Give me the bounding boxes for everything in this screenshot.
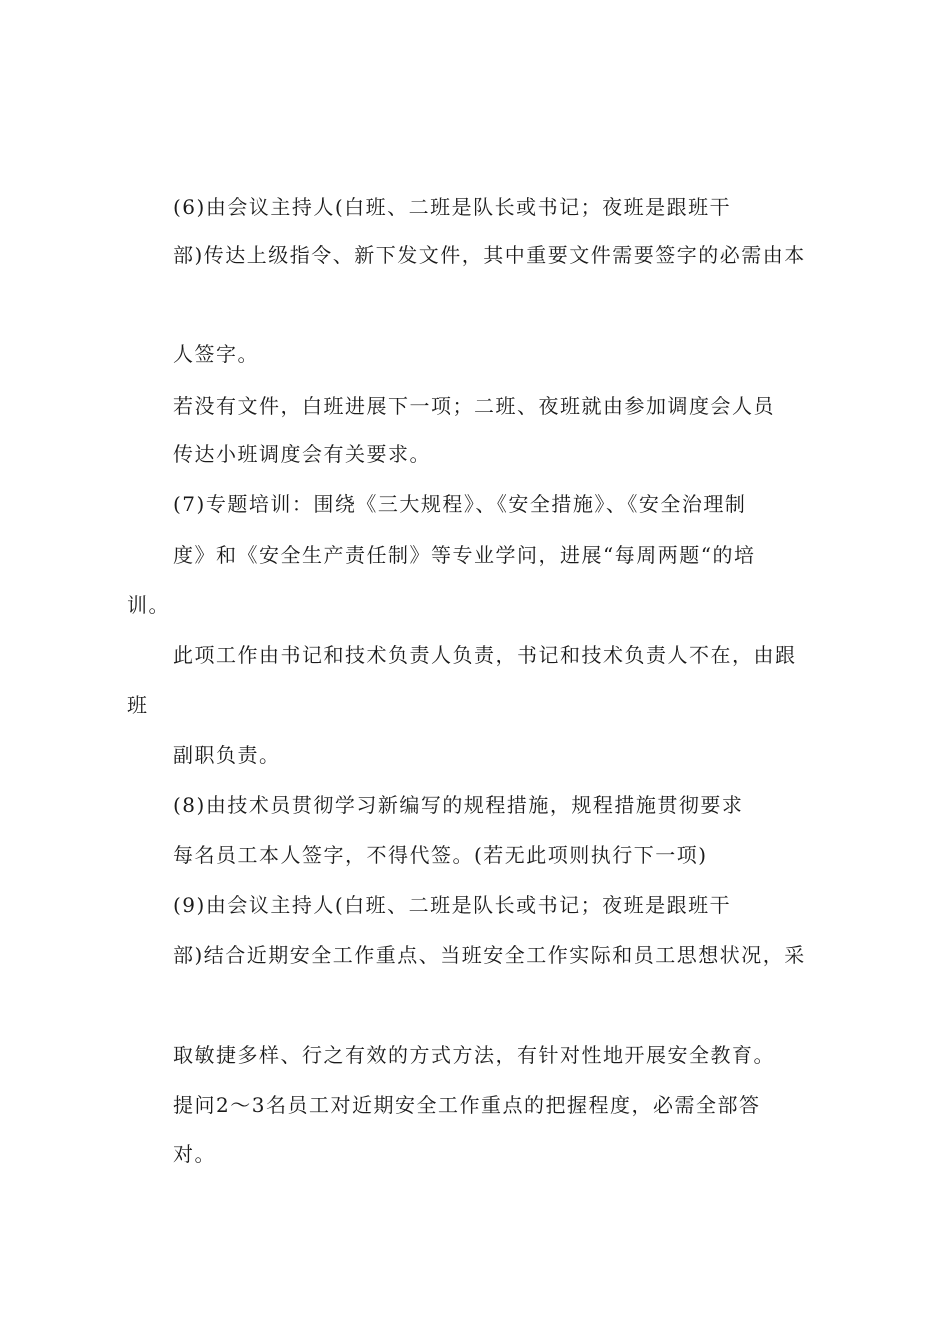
text-line-7: 度》和《安全生产责任制》等专业学问，进展“每周两题“的培 <box>173 543 756 567</box>
text-line-3: 人签字。 <box>173 342 259 366</box>
text-line-6: (7)专题培训：围绕《三大规程》、《安全措施》、《安全治理制 <box>173 492 747 516</box>
text-line-10: 班 <box>127 693 149 717</box>
text-line-9: 此项工作由书记和技术负责人负责，书记和技术负责人不在，由跟 <box>173 643 797 667</box>
text-line-4: 若没有文件，白班进展下一项；二班、夜班就由参加调度会人员 <box>173 394 775 418</box>
text-line-2: 部)传达上级指令、新下发文件，其中重要文件需要签字的必需由本 <box>173 243 806 267</box>
text-line-18: 对。 <box>173 1142 216 1166</box>
text-line-11: 副职负责。 <box>173 743 281 767</box>
text-line-17: 提问2～3名员工对近期安全工作重点的把握程度，必需全部答 <box>173 1093 761 1117</box>
text-line-14: (9)由会议主持人(白班、二班是队长或书记；夜班是跟班干 <box>173 893 732 917</box>
text-line-13: 每名员工本人签字，不得代签。(若无此项则执行下一项) <box>173 843 708 867</box>
text-line-8: 训。 <box>127 593 170 617</box>
text-line-16: 取敏捷多样、行之有效的方式方法，有针对性地开展安全教育。 <box>173 1043 775 1067</box>
text-line-12: (8)由技术员贯彻学习新编写的规程措施，规程措施贯彻要求 <box>173 793 744 817</box>
text-line-5: 传达小班调度会有关要求。 <box>173 442 431 466</box>
text-line-15: 部)结合近期安全工作重点、当班安全工作实际和员工思想状况，采 <box>173 943 806 967</box>
text-line-1: (6)由会议主持人(白班、二班是队长或书记；夜班是跟班干 <box>173 195 732 219</box>
